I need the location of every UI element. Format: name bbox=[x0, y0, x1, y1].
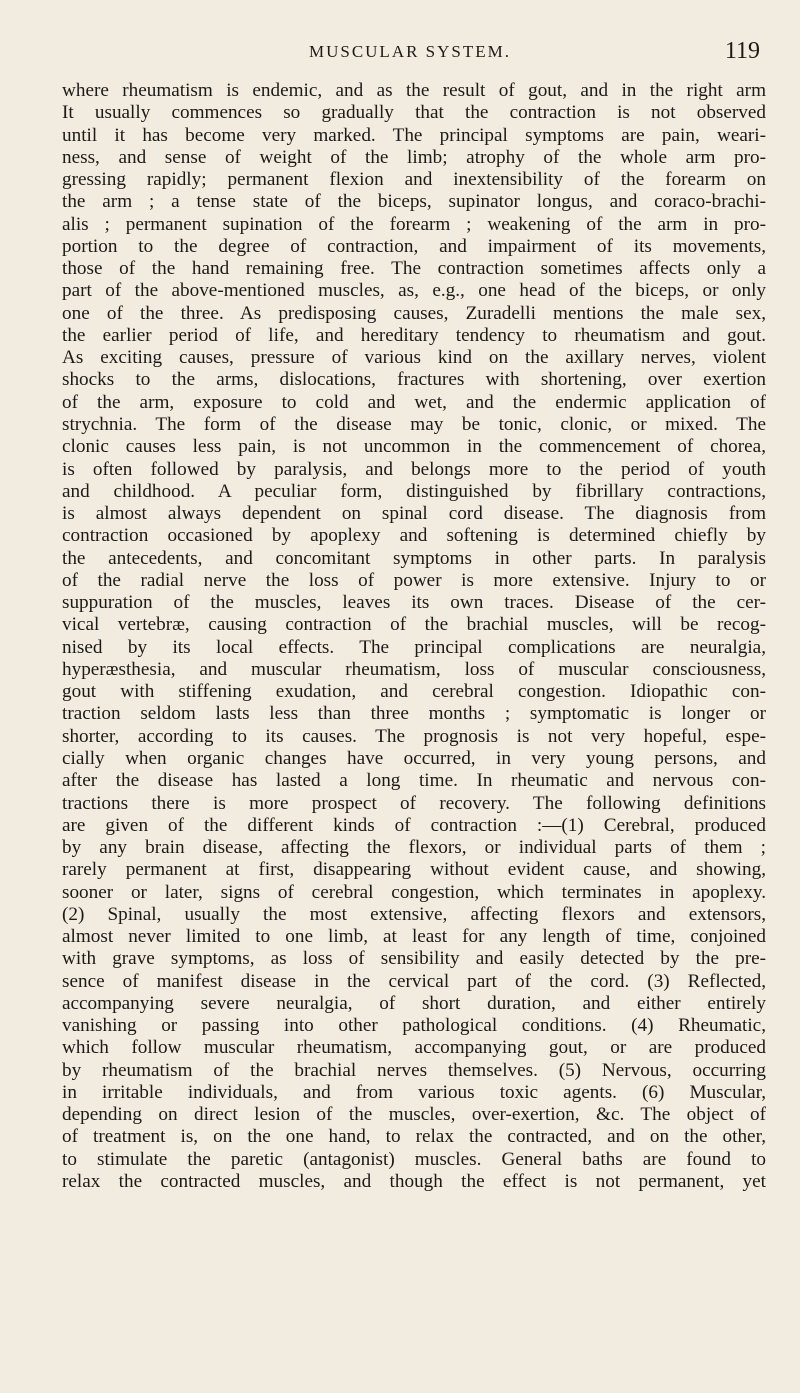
text-line: rarely permanent at first, disappearing without evident cause, and showing, bbox=[62, 859, 766, 881]
text-line: and childhood. A peculiar form, distinguished by fibrillary contractions, bbox=[62, 480, 766, 502]
text-line: where rheumatism is endemic, and as the result of gout, and in the right arm bbox=[62, 80, 766, 101]
text-line: ness, and sense of weight of the limb; atrophy of the whole arm pro- bbox=[62, 146, 766, 168]
text-line: one of the three. As predisposing causes, Zuradelli mentions the male sex, bbox=[62, 302, 766, 324]
text-line: is often followed by paralysis, and belongs more to the period of youth bbox=[62, 458, 766, 480]
text-line: in irritable individuals, and from various toxic agents. (6) Muscular, bbox=[62, 1081, 766, 1103]
text-line: shorter, according to its causes. The prognosis is not very hopeful, espe- bbox=[62, 725, 766, 747]
text-line: alis ; permanent supination of the forearm ; weakening of the arm in pro- bbox=[62, 213, 766, 235]
text-line: strychnia. The form of the disease may be tonic, clonic, or mixed. The bbox=[62, 413, 766, 435]
page-number: 119 bbox=[724, 38, 760, 64]
text-line: nised by its local effects. The principal complications are neuralgia, bbox=[62, 636, 766, 658]
running-title: MUSCULAR SYSTEM. bbox=[308, 42, 512, 61]
text-line: the earlier period of life, and hereditary tendency to rheumatism and gout. bbox=[62, 324, 766, 346]
text-line: It usually commences so gradually that the contraction is not observed bbox=[62, 102, 766, 124]
text-line: to stimulate the paretic (antagonist) muscles. General baths are found to bbox=[62, 1148, 766, 1170]
body-text bbox=[62, 80, 766, 1193]
text-line: hyperæsthesia, and muscular rheumatism, loss of muscular consciousness, bbox=[62, 658, 766, 680]
text-line: depending on direct lesion of the muscles, over-exertion, &c. The object of bbox=[62, 1104, 766, 1126]
text-line: vanishing or passing into other pathological conditions. (4) Rheumatic, bbox=[62, 1015, 766, 1037]
text-line: with grave symptoms, as loss of sensibility and easily detected by the pre- bbox=[62, 948, 766, 970]
text-line: sooner or later, signs of cerebral congestion, which terminates in apoplexy. bbox=[62, 881, 766, 903]
text-line: by rheumatism of the brachial nerves themselves. (5) Nervous, occurring bbox=[62, 1059, 766, 1081]
text-line: (2) Spinal, usually the most extensive, affecting flexors and extensors, bbox=[62, 903, 766, 925]
text-line: shocks to the arms, dislocations, fractures with shortening, over exertion bbox=[62, 369, 766, 391]
text-line: portion to the degree of contraction, and impairment of its movements, bbox=[62, 235, 766, 257]
text-line: suppuration of the muscles, leaves its own traces. Disease of the cer- bbox=[62, 592, 766, 614]
text-line: of the arm, exposure to cold and wet, and the endermic application of bbox=[62, 391, 766, 413]
text-line: cially when organic changes have occurred, in very young persons, and bbox=[62, 747, 766, 769]
text-line: contraction occasioned by apoplexy and softening is determined chiefly by bbox=[62, 525, 766, 547]
text-line: of the radial nerve the loss of power is more extensive. Injury to or bbox=[62, 569, 766, 591]
text-line: almost never limited to one limb, at least for any length of time, conjoined bbox=[62, 926, 766, 948]
text-line: vical vertebræ, causing contraction of the brachial muscles, will be recog- bbox=[62, 614, 766, 636]
text-line: after the disease has lasted a long time. In rheumatic and nervous con- bbox=[62, 770, 766, 792]
text-line: of treatment is, on the one hand, to relax the contracted, and on the other, bbox=[62, 1126, 766, 1148]
text-line: the antecedents, and concomitant symptoms in other parts. In paralysis bbox=[62, 547, 766, 569]
text-line: until it has become very marked. The principal symptoms are pain, weari- bbox=[62, 124, 766, 146]
text-line: which follow muscular rheumatism, accompanying gout, or are produced bbox=[62, 1037, 766, 1059]
text-line: sence of manifest disease in the cervical part of the cord. (3) Reflected, bbox=[62, 970, 766, 992]
text-line: the arm ; a tense state of the biceps, supinator longus, and coraco-brachi- bbox=[62, 191, 766, 213]
text-line: gout with stiffening exudation, and cerebral congestion. Idiopathic con- bbox=[62, 681, 766, 703]
text-line: accompanying severe neuralgia, of short duration, and either entirely bbox=[62, 992, 766, 1014]
text-line: those of the hand remaining free. The contraction sometimes affects only a bbox=[62, 258, 766, 280]
running-head bbox=[60, 38, 760, 68]
text-line: by any brain disease, affecting the flexors, or individual parts of them ; bbox=[62, 837, 766, 859]
text-line: relax the contracted muscles, and though the effect is not permanent, yet bbox=[62, 1171, 766, 1193]
text-line: gressing rapidly; permanent flexion and inextensibility of the forearm on bbox=[62, 169, 766, 191]
text-line: As exciting causes, pressure of various kind on the axillary nerves, violent bbox=[62, 347, 766, 369]
text-line: part of the above-mentioned muscles, as, e.g., one head of the biceps, or only bbox=[62, 280, 766, 302]
text-line: is almost always dependent on spinal cord disease. The diagnosis from bbox=[62, 503, 766, 525]
text-line: traction seldom lasts less than three months ; symptomatic is longer or bbox=[62, 703, 766, 725]
text-line: are given of the different kinds of contraction :—(1) Cerebral, produced bbox=[62, 814, 766, 836]
text-line: clonic causes less pain, is not uncommon in the commencement of chorea, bbox=[62, 436, 766, 458]
text-line: tractions there is more prospect of recovery. The following definitions bbox=[62, 792, 766, 814]
